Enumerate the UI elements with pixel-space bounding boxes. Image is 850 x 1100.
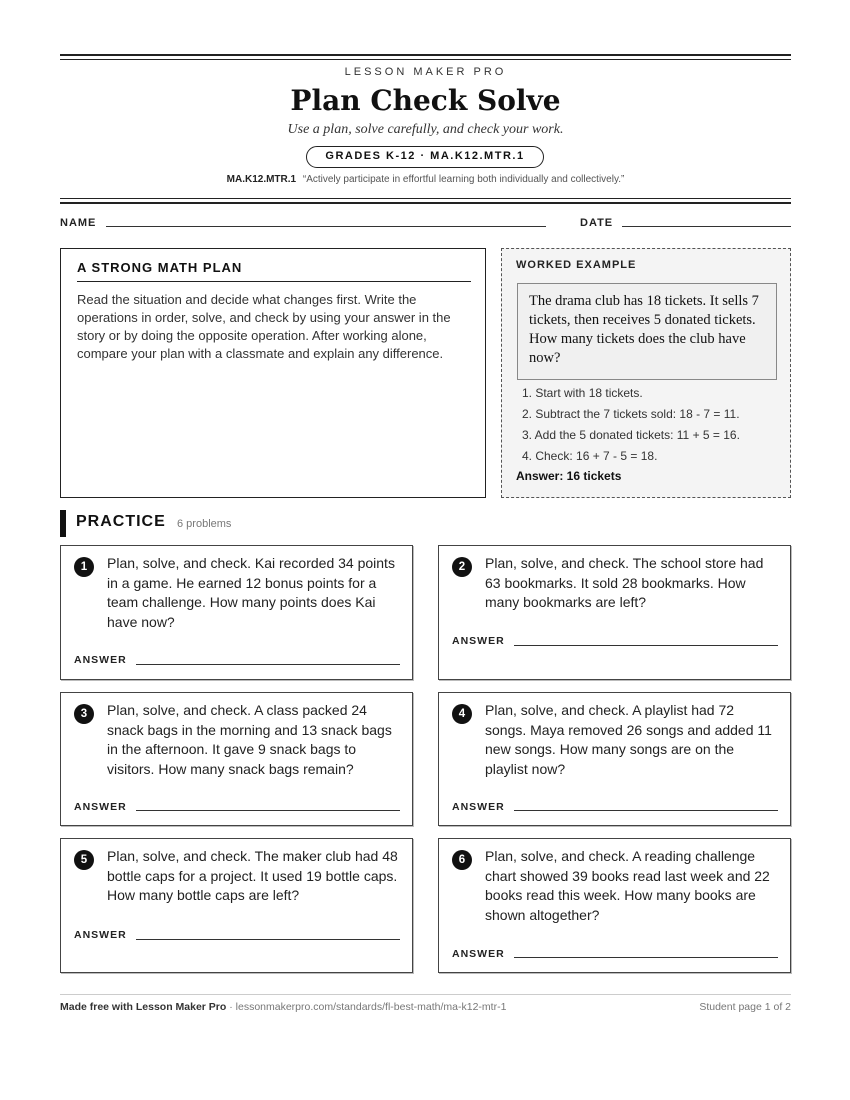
top-rule-inner [60, 59, 791, 60]
math-plan-heading: A STRONG MATH PLAN [77, 260, 471, 282]
answer-line[interactable] [136, 664, 400, 665]
problem-number-badge: 1 [74, 557, 94, 577]
problem-number-badge: 4 [452, 704, 472, 724]
problem-text: Plan, solve, and check. The school store had 63 bookmarks. It sold 28 bookmarks. How many bookmarks are left? [485, 555, 764, 610]
worked-example-story: The drama club has 18 tickets. It sells 7 tickets, then receives 5 donated tickets. How many tickets does the club have now? [517, 283, 777, 380]
worked-example-answer: Answer: 16 tickets [516, 469, 622, 483]
problem-text: Plan, solve, and check. A class packed 24 snack bags in the morning and 13 snack bags in the afternoon. It gave 9 snack bags to visitors. How many snack bags remain? [107, 702, 392, 777]
page-title: Plan Check Solve [290, 84, 561, 117]
worked-example-step: 4. Check: 16 + 7 - 5 = 18. [522, 449, 658, 463]
standard-quote: “Actively participate in effortful learning both individually and collectively.” [302, 174, 625, 185]
footer-url[interactable]: · lessonmakerpro.com/standards/fl-best-math/ma-k12-mtr-1 [229, 1001, 507, 1013]
problem-number-badge: 5 [74, 850, 94, 870]
date-line[interactable] [622, 226, 791, 227]
answer-line[interactable] [514, 645, 778, 646]
answer-label: ANSWER [452, 801, 505, 813]
standard-line [60, 174, 791, 185]
top-rule [60, 54, 791, 56]
problem-number-badge: 6 [452, 850, 472, 870]
page-subtitle: Use a plan, solve carefully, and check your work. [287, 122, 564, 137]
brand-name: LESSON MAKER PRO [344, 66, 507, 78]
problem-card-3 [60, 692, 413, 826]
answer-line[interactable] [136, 939, 400, 940]
problem-card-1 [60, 545, 413, 680]
name-line[interactable] [106, 226, 546, 227]
header-rule [60, 202, 791, 204]
answer-label: ANSWER [74, 929, 127, 941]
practice-count: 6 problems [177, 518, 232, 530]
answer-label: ANSWER [452, 948, 505, 960]
problem-text: Plan, solve, and check. A playlist had 72 songs. Maya removed 26 songs and added 11 new songs. How many songs are on the playlist now? [485, 702, 772, 777]
header-rule-inner [60, 198, 791, 199]
answer-line[interactable] [514, 957, 778, 958]
worked-example-step: 2. Subtract the 7 tickets sold: 18 - 7 = 11. [522, 407, 740, 421]
name-label: NAME [60, 217, 97, 229]
problem-card-6 [438, 838, 791, 973]
footer-page-number: Student page 1 of 2 [699, 1001, 791, 1013]
practice-title: PRACTICE [76, 513, 166, 530]
footer-credit [60, 1001, 506, 1013]
worked-example-steps [522, 383, 787, 467]
math-plan-body: Read the situation and decide what changes first. Write the operations in order, solve, and check by using your answer in the story or by doing the opposite operation. After working alone, compare your plan with a classmate and explain any difference. [77, 292, 451, 361]
problem-card-5 [60, 838, 413, 973]
footer-brand: Made free with Lesson Maker Pro [60, 1001, 227, 1013]
problem-text: Plan, solve, and check. The maker club had 48 bottle caps for a project. It used 19 bottle caps. How many bottle caps are left? [107, 848, 398, 903]
grade-standard-badge: GRADES K-12 · MA.K12.MTR.1 [306, 146, 544, 168]
worksheet-page [60, 0, 791, 1100]
problem-text: Plan, solve, and check. A reading challenge chart showed 39 books read last week and 22 books read this week. How many books are shown altogether? [485, 848, 770, 923]
problem-text: Plan, solve, and check. Kai recorded 34 points in a game. He earned 12 bonus points for a team challenge. How many points does Kai have now? [107, 555, 395, 630]
answer-label: ANSWER [452, 635, 505, 647]
footer-rule [60, 994, 791, 995]
answer-label: ANSWER [74, 801, 127, 813]
worked-example-step: 1. Start with 18 tickets. [522, 386, 643, 400]
problem-number-badge: 2 [452, 557, 472, 577]
date-label: DATE [580, 217, 614, 229]
answer-line[interactable] [514, 810, 778, 811]
math-plan-box [60, 248, 486, 498]
answer-line[interactable] [136, 810, 400, 811]
problem-card-2 [438, 545, 791, 680]
problem-number-badge: 3 [74, 704, 94, 724]
worked-example-box [501, 248, 791, 498]
worked-example-heading: WORKED EXAMPLE [516, 259, 637, 271]
worked-example-step: 3. Add the 5 donated tickets: 11 + 5 = 16. [522, 428, 740, 442]
answer-label: ANSWER [74, 654, 127, 666]
practice-accent-bar [60, 510, 66, 537]
standard-code: MA.K12.MTR.1 [226, 174, 297, 185]
problem-card-4 [438, 692, 791, 826]
